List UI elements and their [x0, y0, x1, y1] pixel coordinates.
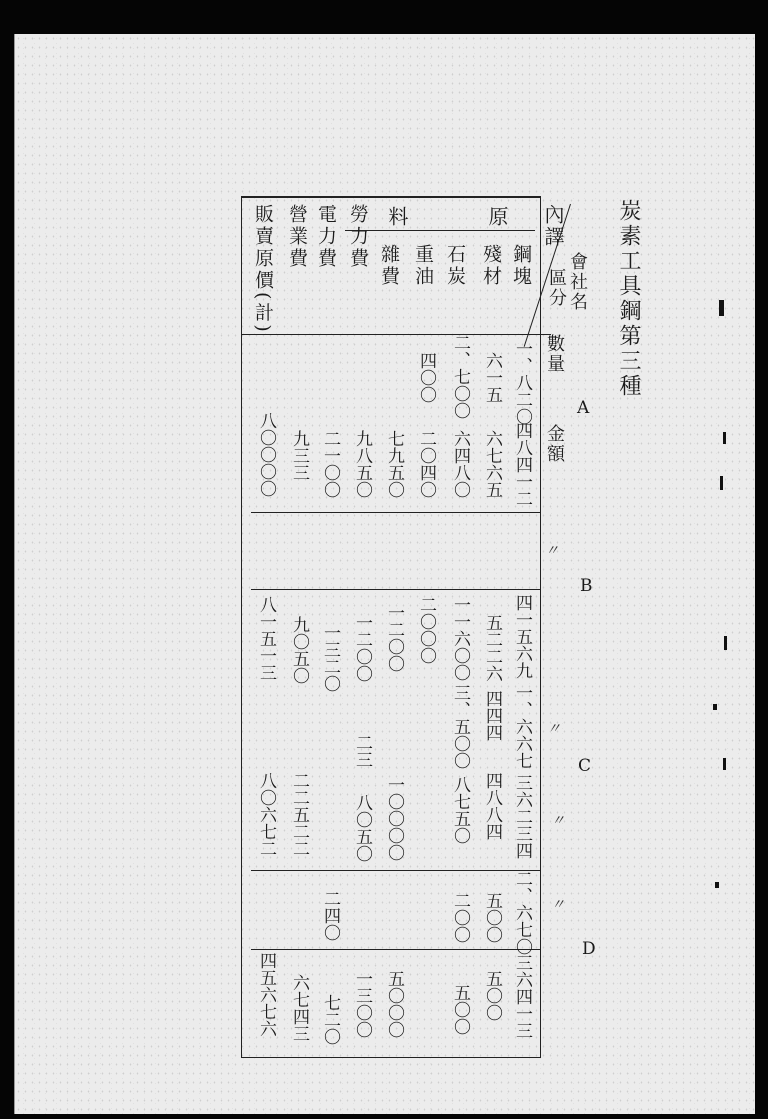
table-bottom-rule: [241, 1057, 541, 1058]
b-sekitan-amt: 三、五〇〇: [450, 684, 470, 769]
header-kingaku: 金額: [544, 424, 565, 464]
b-rouryoku: 一二〇〇: [352, 614, 372, 682]
table-header-rule: [241, 334, 551, 335]
table-top-rule: [241, 196, 541, 198]
speck: [715, 882, 719, 888]
b-zanzai-qty: 五二二六: [482, 614, 502, 682]
speck: [720, 476, 723, 490]
b-juyu: 二〇〇〇: [416, 596, 436, 664]
item-rouryoku: 勞力費: [347, 204, 369, 270]
b-koukai-amt: 一、六六七: [512, 684, 532, 769]
section-rule-d: [251, 949, 541, 950]
b-sekitan-qty: 一一六〇〇: [450, 596, 470, 681]
c-eigyo: 二二五二二: [289, 772, 309, 857]
c-rouryoku: 二三: [352, 734, 372, 768]
b-zappi: 一二〇〇: [384, 604, 404, 672]
item-zappi: 雜費: [378, 244, 400, 288]
speck: [723, 432, 726, 444]
b-koukai-qty: 四一五六九: [512, 594, 532, 679]
ditto-mark-1: 〃: [545, 543, 559, 559]
d-denryoku: 七二〇: [320, 994, 340, 1045]
d-zanzai-amt: 五〇〇: [482, 970, 502, 1021]
b-zanzai-amt: 四四四: [482, 690, 502, 741]
d-koukai-qty: 二、六七〇: [512, 870, 532, 955]
speck: [724, 636, 727, 650]
a-zappi: 七九五〇: [384, 430, 404, 498]
d-zappi: 一三〇〇: [352, 970, 372, 1038]
item-denryoku: 電力費: [315, 204, 337, 270]
a-eigyo: 九三三: [289, 430, 309, 481]
section-rule-a: [251, 512, 541, 513]
d-total: 四五六七六: [256, 952, 276, 1037]
a-zanzai-amt: 六七六五: [482, 430, 502, 498]
document-title: 炭素工具鋼第三種: [616, 199, 641, 399]
group-rule: [345, 230, 535, 231]
d-sekitan: 二〇〇: [450, 892, 470, 943]
ditto-mark-4: 〃: [551, 897, 565, 913]
speck: [723, 758, 726, 770]
a-koukai-amt: 四八四一二: [512, 422, 532, 507]
b-denryoku: 一三二〇: [320, 624, 340, 692]
item-juyu: 重油: [412, 244, 434, 288]
company-b: B: [580, 576, 593, 596]
header-kubun: 區分: [546, 268, 567, 308]
d-zanzai: 五〇〇: [482, 892, 502, 943]
c-sekitan: 八七五〇: [450, 776, 470, 844]
c-total: 八〇六七二: [256, 772, 276, 857]
c-juyu: 一〇〇〇〇: [384, 776, 404, 861]
company-a: A: [577, 398, 590, 418]
table-right-rule: [540, 198, 541, 1058]
a-juyu-qty: 四〇〇: [416, 352, 436, 403]
header-suuryo: 數量: [544, 334, 565, 374]
b-eigyo: 九〇五〇: [289, 616, 309, 684]
section-rule-b: [251, 589, 541, 590]
item-total: 販賣原價(計): [252, 204, 274, 335]
table-left-rule: [241, 198, 242, 1058]
header-company: 會社名: [567, 252, 588, 312]
ditto-mark-3: 〃: [551, 813, 565, 829]
d-juyu: 五〇〇〇: [384, 970, 404, 1038]
group-label-gen: 原: [485, 206, 509, 228]
speck: [719, 300, 724, 316]
group-label-ryo: 料: [385, 206, 409, 228]
item-sekitan: 石炭: [444, 244, 466, 288]
ditto-mark-2: 〃: [547, 721, 561, 737]
c-zappi: 八〇五〇: [352, 794, 372, 862]
document-page: [14, 34, 755, 1114]
a-zanzai-qty: 六一五: [482, 352, 502, 403]
header-uchiwake: 內譯: [541, 204, 565, 248]
a-sekitan-amt: 六四八〇: [450, 430, 470, 498]
c-koukai-qty: 三六二三四: [512, 774, 532, 859]
a-denryoku: 二一〇〇: [320, 430, 340, 498]
a-total: 八〇〇〇〇: [256, 412, 276, 497]
a-rouryoku: 九八五〇: [352, 430, 372, 498]
a-sekitan-qty: 二、七〇〇: [450, 334, 470, 419]
item-zanzai: 殘材: [480, 244, 502, 288]
a-koukai-qty: 一、八二〇: [512, 340, 532, 425]
c-koukai-amt: 四八八四: [482, 772, 502, 840]
company-c: C: [578, 756, 592, 776]
d-eigyo: 六七四三: [289, 974, 309, 1042]
company-d: D: [582, 939, 596, 959]
speck: [713, 704, 717, 710]
section-rule-c: [251, 870, 541, 871]
item-koukai: 鋼塊: [510, 244, 532, 288]
item-eigyo: 營業費: [286, 204, 308, 270]
b-total: 八一五一三: [256, 596, 276, 681]
d-koukai-amt: 三六四一三: [512, 954, 532, 1039]
d-rouryoku: 二四〇: [320, 890, 340, 941]
d-sekitan-b: 五〇〇: [450, 984, 470, 1035]
a-juyu-amt: 二〇四〇: [416, 430, 436, 498]
